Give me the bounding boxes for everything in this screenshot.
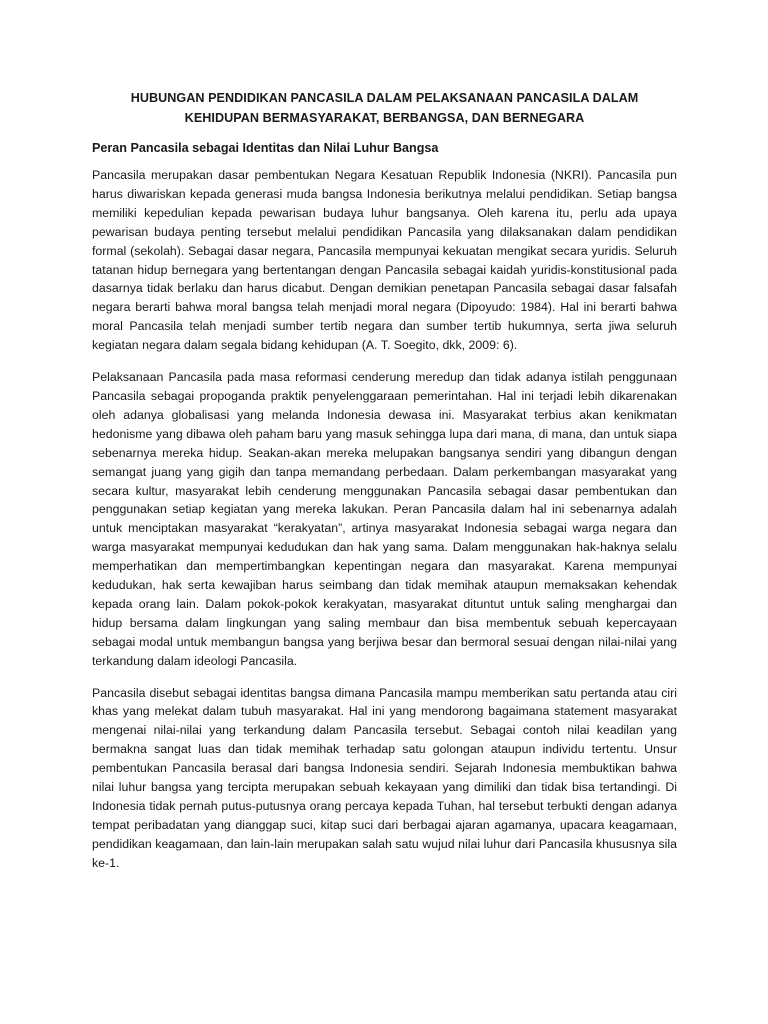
paragraph-3: Pancasila disebut sebagai identitas bangsa dimana Pancasila mampu memberikan satu pertanda atau ciri khas yang melekat dalam tubuh masyarakat. Hal ini yang mendorong bagaimana statement masyarakat mengenai nilai-nilai yang terkandung dalam Pancasila tersebut. Sebagai contoh nilai keadilan yang bermakna sangat luas dan tidak memihak terhadap satu golongan ataupun individu tertentu. Unsur pembentukan Pancasila berasal dari bangsa Indonesia sendiri. Sejarah Indonesia membuktikan bahwa nilai luhur bangsa yang tercipta merupakan sebuah kekayaan yang dimiliki dan tidak bisa tertandingi. Di Indonesia tidak pernah putus-putusnya orang percaya kepada Tuhan, hal tersebut terbukti dengan adanya tempat peribadatan yang dianggap suci, kitap suci dari berbagai ajaran agamanya, upacara keagamaan, pendidikan keagamaan, dan lain-lain merupakan salah satu wujud nilai luhur dari Pancasila khususnya sila ke-1. [92,685,677,870]
document-title-line-2: KEHIDUPAN BERMASYARAKAT, BERBANGSA, DAN BERNEGARA [184,111,585,125]
document-title [92,88,677,128]
paragraph-1: Pancasila merupakan dasar pembentukan Negara Kesatuan Republik Indonesia (NKRI). Pancasila pun harus diwariskan kepada generasi muda bangsa Indonesia berikutnya melalui pendidikan. Setiap bangsa memiliki kepedulian kepada pewarisan budaya luhur bangsanya. Oleh karena itu, perlu ada upaya pewarisan budaya penting tersebut melalui pendidikan Pancasila yang dilaksanakan dalam pendidikan formal (sekolah). Sebagai dasar negara, Pancasila mempunyai kekuatan mengikat secara yuridis. Seluruh tatanan hidup bernegara yang bertentangan dengan Pancasila sebagai kaidah yuridis-konstitusional pada dasarnya tidak berlaku dan harus dicabut. Dengan demikian penetapan Pancasila sebagai dasar falsafah negara berarti bahwa moral bangsa telah menjadi moral negara (Dipoyudo: 1984). Hal ini berarti bahwa moral Pancasila telah menjadi sumber tertib negara dan sumber tertib hukumnya, serta jiwa seluruh kegiatan negara dalam segala bidang kehidupan (A. T. Soegito, dkk, 2009: 6). [92,168,677,353]
section-heading: Peran Pancasila sebagai Identitas dan Nilai Luhur Bangsa [92,141,439,155]
paragraph-2: Pelaksanaan Pancasila pada masa reformasi cenderung meredup dan tidak adanya istilah penggunaan Pancasila sebagai propoganda praktik penyelenggaraan pemerintahan. Hal ini terjadi lebih dikarenakan oleh adanya globalisasi yang melanda Indonesia dewasa ini. Masyarakat terbius akan kenikmatan hedonisme yang dibawa oleh paham baru yang masuk sehingga lupa dari mana, di mana, dan untuk siapa sebenarnya mereka hidup. Seakan-akan mereka melupakan bangsanya sendiri yang dibangun dengan semangat juang yang gigih dan tanpa memandang perbedaan. Dalam perkembangan masyarakat yang secara kultur, masyarakat lebih cenderung menggunakan Pancasila sebagai dasar pembentukan dan penggunakan setiap kegiatan yang mereka lakukan. Peran Pancasila dalam hal ini sebenarnya adalah untuk menciptakan masyarakat “kerakyatan”, artinya masyarakat Indonesia sebagai warga negara dan warga masyarakat mempunyai kedudukan dan hak yang sama. Dalam menggunakan hak-haknya selalu memperhatikan dan mempertimbangkan kepentingan negara dan masyarakat. Karena mempunyai kedudukan, hak serta kewajiban harus seimbang dan tidak memihak ataupun memaksakan kehendak kepada orang lain. Dalam pokok-pokok kerakyatan, masyarakat dituntut untuk saling menghargai dan hidup bersama dalam lingkungan yang saling membaur dan bisa membentuk sebuah kepercayaan sebagai modal untuk membangun bangsa yang berjiwa besar dan bermoral sesuai dengan nilai-nilai yang terkandung dalam ideologi Pancasila. [92,370,677,668]
document-title-line-1: HUBUNGAN PENDIDIKAN PANCASILA DALAM PELAKSANAAN PANCASILA DALAM [130,91,639,105]
